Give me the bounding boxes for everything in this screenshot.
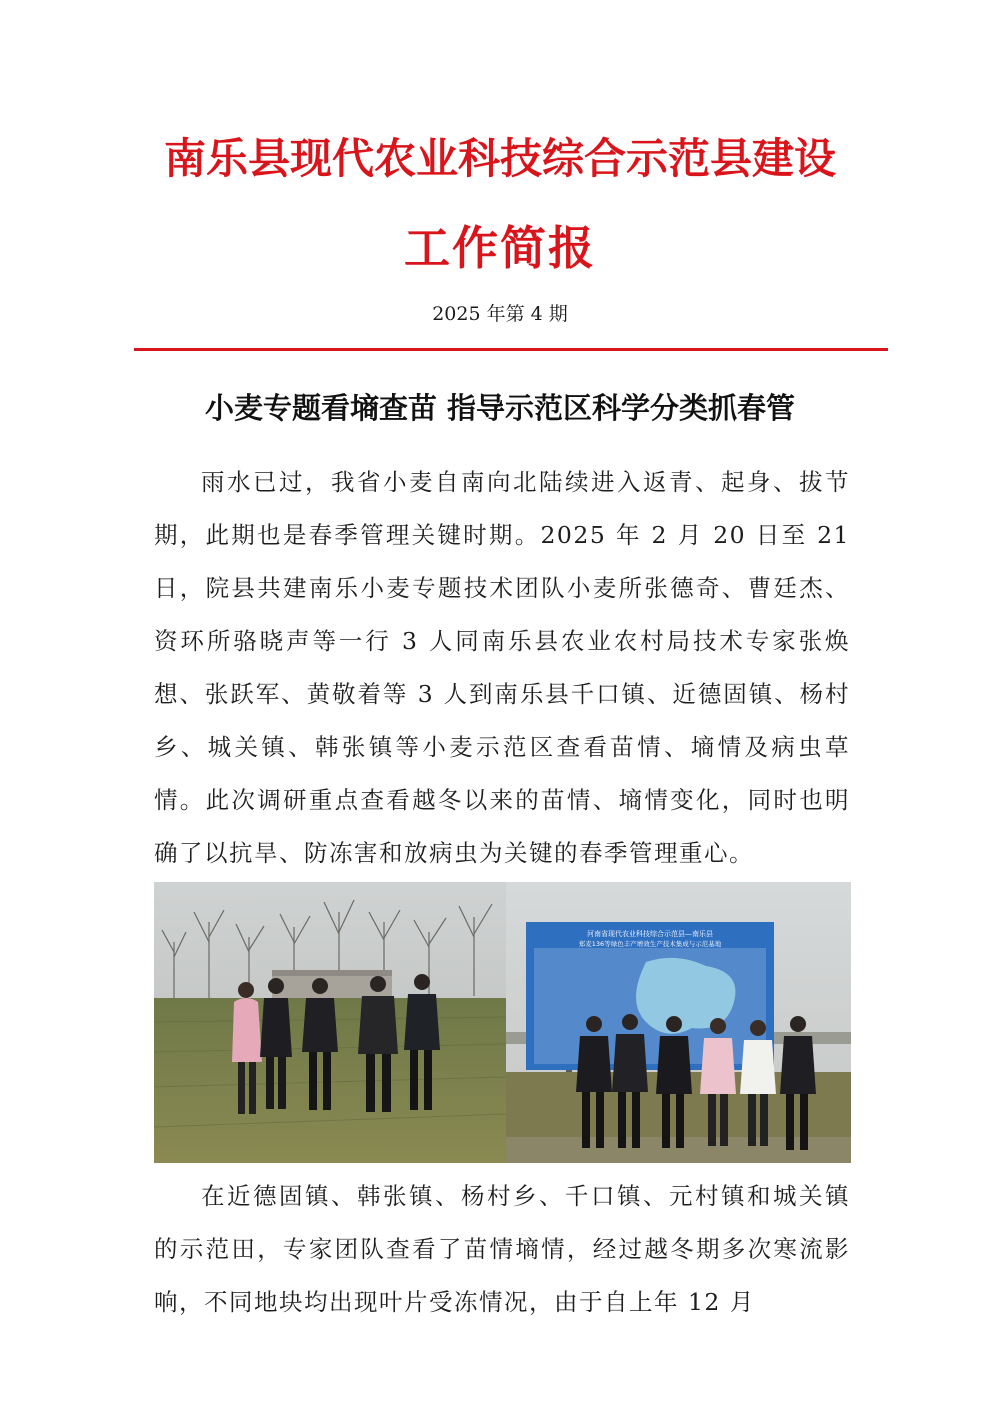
photo-experts-in-wheat-field xyxy=(154,882,506,1163)
issue-number: 2025 年第 4 期 xyxy=(432,303,568,325)
article-title: 小麦专题看墒查苗 指导示范区科学分类抓春管 xyxy=(204,391,796,425)
title-line-1: 南乐县现代农业科技综合示范县建设 xyxy=(163,134,836,183)
article-paragraph-1: 雨水已过，我省小麦自南向北陆续进入返青、起身、拔节期，此期也是春季管理关键时期。2025 年 2 月 20 日至 21 日，院县共建南乐小麦专题技术团队小麦所张德奇、曹廷杰、资环所骆晓声等一行 3 人同南乐县农业农村局技术专家张焕想、张跃军、黄敬着等 3 人到南乐县千口镇、近德固镇、杨村乡、城关镇、韩张镇等小麦示范区查看苗情、墒情及病虫草情。此次调研重点查看越冬以来的苗情、墒情变化，同时也明确了以抗旱、防冻害和放病虫为关键的春季管理重心。 xyxy=(154,468,850,867)
sign-line-1: 河南省现代农业科技综合示范县—南乐县 xyxy=(587,930,713,938)
photo-group-at-demo-sign xyxy=(506,882,851,1163)
title-line-2: 工作简报 xyxy=(404,221,596,275)
sign-line-2: 郑麦136等绿色丰产增效生产技术集成与示范基地 xyxy=(578,940,722,948)
article-paragraph-2: 在近德固镇、韩张镇、杨村乡、千口镇、元村镇和城关镇的示范田，专家团队查看了苗情墒情，经过越冬期多次寒流影响，不同地块均出现叶片受冻情况，由于自上年 12 月 xyxy=(154,1182,850,1316)
red-divider xyxy=(134,348,888,351)
